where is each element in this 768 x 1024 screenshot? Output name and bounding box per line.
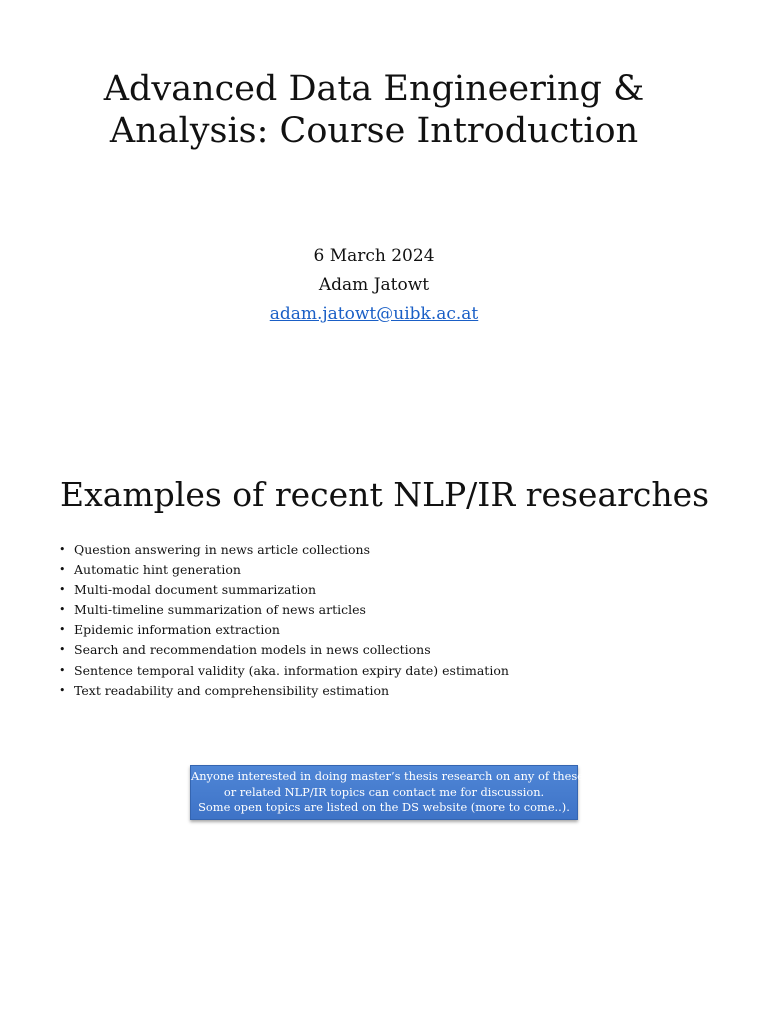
list-item: • Epidemic information extraction: [58, 620, 509, 640]
lecture-date: 6 March 2024: [313, 246, 435, 266]
course-title-line-2: Analysis: Course Introduction: [109, 111, 639, 151]
course-title-line-1: Advanced Data Engineering &: [103, 69, 645, 109]
research-examples-slide: [0, 440, 768, 1024]
list-item: • Text readability and comprehensibility estimation: [58, 681, 509, 701]
notice-line-1: Anyone interested in doing master’s thesis research on any of these: [191, 769, 584, 783]
list-item: • Question answering in news article collections: [58, 540, 509, 560]
notice-line-2: or related NLP/IR topics can contact me for discussion.: [223, 784, 545, 799]
author-name: Adam Jatowt: [318, 275, 430, 295]
title-slide: [0, 0, 768, 440]
notice-line-3: Some open topics are listed on the DS website (more to come..).: [198, 800, 570, 815]
list-item: • Multi-timeline summarization of news articles: [58, 600, 509, 620]
course-title: [0, 68, 748, 152]
section-title: Examples of recent NLP/IR researches: [60, 475, 710, 514]
author-email-link[interactable]: adam.jatowt@uibk.ac.at: [269, 304, 479, 324]
thesis-notice-box: [190, 765, 584, 820]
list-item: • Automatic hint generation: [58, 560, 509, 580]
title-meta: [0, 242, 748, 329]
list-item: • Sentence temporal validity (aka. information expiry date) estimation: [58, 661, 509, 681]
list-item: • Multi-modal document summarization: [58, 580, 509, 600]
list-item: • Search and recommendation models in news collections: [58, 640, 509, 660]
research-topic-list: [58, 540, 509, 701]
